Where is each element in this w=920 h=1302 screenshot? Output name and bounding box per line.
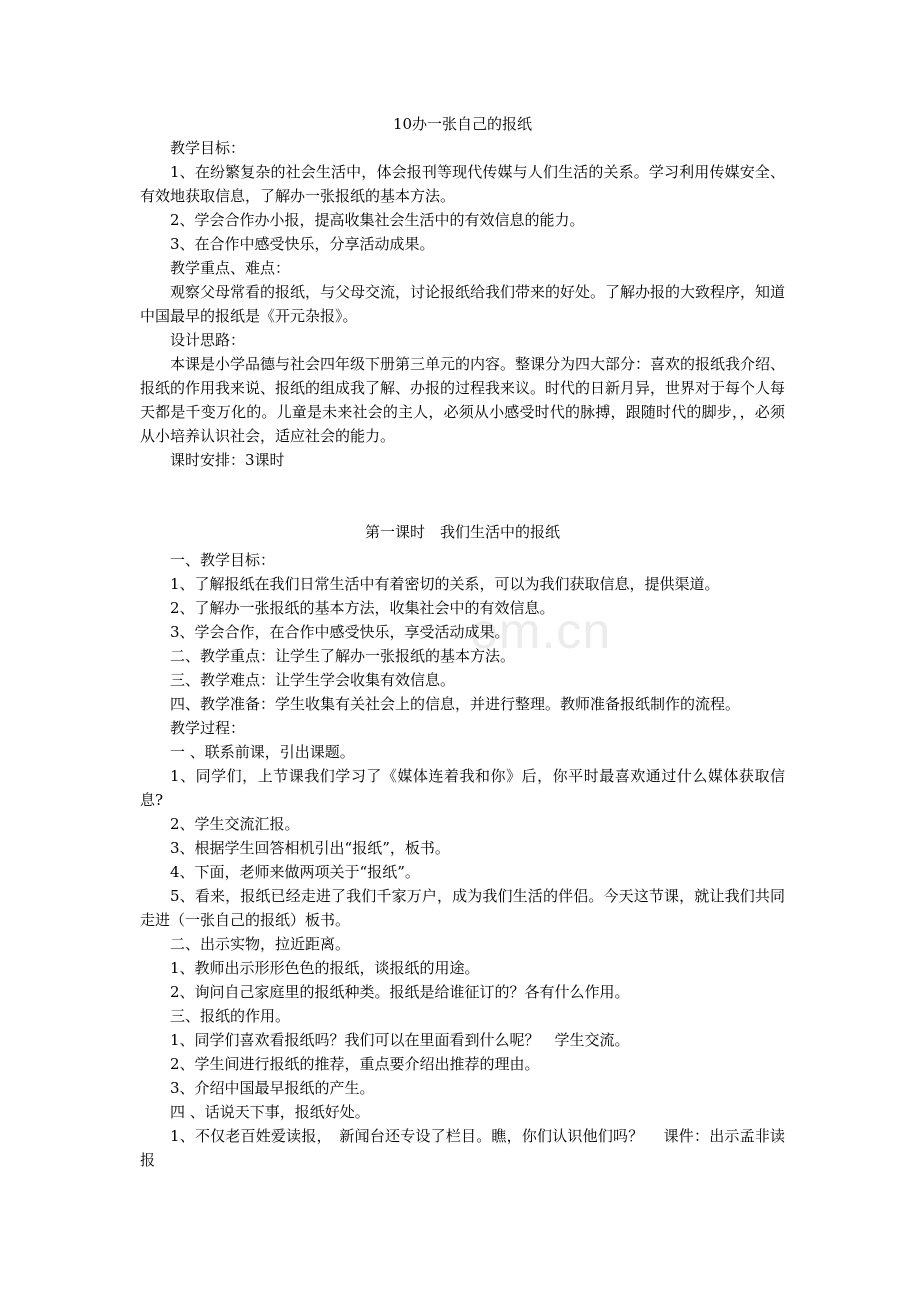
paragraph: 2、询问自己家庭里的报纸种类。报纸是给谁征订的？各有什么作用。 xyxy=(170,983,630,1001)
paragraph: 教学目标： xyxy=(170,139,246,157)
document-body xyxy=(140,112,785,1172)
paragraph: 教学重点、难点： xyxy=(170,259,291,277)
paragraph: 1、在纷繁复杂的社会生活中，体会报刊等现代传媒与人们生活的关系。学习利用传媒安全、有效地获取信息，了解办一张报纸的基本方法。 xyxy=(140,163,785,205)
paragraph: 2、学生交流汇报。 xyxy=(170,815,300,833)
paragraph: 2、学生间进行报纸的推荐，重点要介绍出推荐的理由。 xyxy=(170,1055,540,1073)
section-spacer xyxy=(140,472,785,520)
paragraph: 观察父母常看的报纸，与父母交流，讨论报纸给我们带来的好处。了解办报的大致程序，知道中国最早的报纸是《开元杂报》。 xyxy=(140,283,786,325)
paragraph: 1、不仅老百姓爱读报， 新闻台还专设了栏目。瞧，你们认识他们吗？ 课件：出示孟非读报 xyxy=(140,1127,785,1169)
paragraph: 2、学会合作办小报，提高收集社会生活中的有效信息的能力。 xyxy=(170,211,585,229)
paragraph: 1、了解报纸在我们日常生活中有着密切的关系，可以为我们获取信息，提供渠道。 xyxy=(170,575,720,593)
paragraph: 课时安排：3课时 xyxy=(170,451,285,469)
paragraph: 3、根据学生回答相机引出“报纸”，板书。 xyxy=(170,839,450,857)
lesson-section xyxy=(140,548,785,1172)
paragraph: 三、报纸的作用。 xyxy=(170,1007,291,1025)
paragraph: 本课是小学品德与社会四年级下册第三单元的内容。整课分为四大部分：喜欢的报纸我介绍、报纸的作用我来说、报纸的组成我了解、办报的过程我来议。时代的日新月异，世界对于每个人每天都是千变万化的。儿童是未来社会的主人，必须从小感受时代的脉搏，跟随时代的脚步，，必须从小培养认识社会，适应社会的能力。 xyxy=(140,355,786,445)
paragraph: 2、了解办一张报纸的基本方法，收集社会中的有效信息。 xyxy=(170,599,555,617)
paragraph: 教学过程： xyxy=(170,719,246,737)
paragraph: 二、出示实物，拉近距离。 xyxy=(170,935,351,953)
document-title: 10办一张自己的报纸 xyxy=(392,115,533,133)
lesson-title: 第一课时 我们生活中的报纸 xyxy=(364,523,560,541)
paragraph: 一、教学目标： xyxy=(170,551,276,569)
paragraph: 一 、联系前课，引出课题。 xyxy=(170,743,355,761)
paragraph: 3、介绍中国最早报纸的产生。 xyxy=(170,1079,375,1097)
paragraph: 1、同学们喜欢看报纸吗？我们可以在里面看到什么呢？ 学生交流。 xyxy=(170,1031,630,1049)
paragraph: 1、同学们，上节课我们学习了《媒体连着我和你》后，你平时最喜欢通过什么媒体获取信息? xyxy=(140,767,785,809)
paragraph: 3、学会合作，在合作中感受快乐，享受活动成果。 xyxy=(170,623,510,641)
paragraph: 3、在合作中感受快乐，分享活动成果。 xyxy=(170,235,435,253)
intro-section xyxy=(140,136,785,472)
paragraph: 三、教学难点：让学生学会收集有效信息。 xyxy=(170,671,456,689)
watermark: om.cn xyxy=(470,603,612,659)
paragraph: 5、看来，报纸已经走进了我们千家万户，成为我们生活的伴侣。今天这节课，就让我们共同走进（一张自己的报纸）板书。 xyxy=(140,887,785,929)
paragraph: 四、教学准备：学生收集有关社会上的信息，并进行整理。教师准备报纸制作的流程。 xyxy=(170,695,741,713)
paragraph: 二、教学重点：让学生了解办一张报纸的基本方法。 xyxy=(170,647,516,665)
paragraph: 4、下面，老师来做两项关于“报纸”。 xyxy=(170,863,420,881)
paragraph: 设计思路： xyxy=(170,331,246,349)
paragraph: 四 、话说天下事，报纸好处。 xyxy=(170,1103,370,1121)
paragraph: 1、教师出示形形色色的报纸，谈报纸的用途。 xyxy=(170,959,480,977)
